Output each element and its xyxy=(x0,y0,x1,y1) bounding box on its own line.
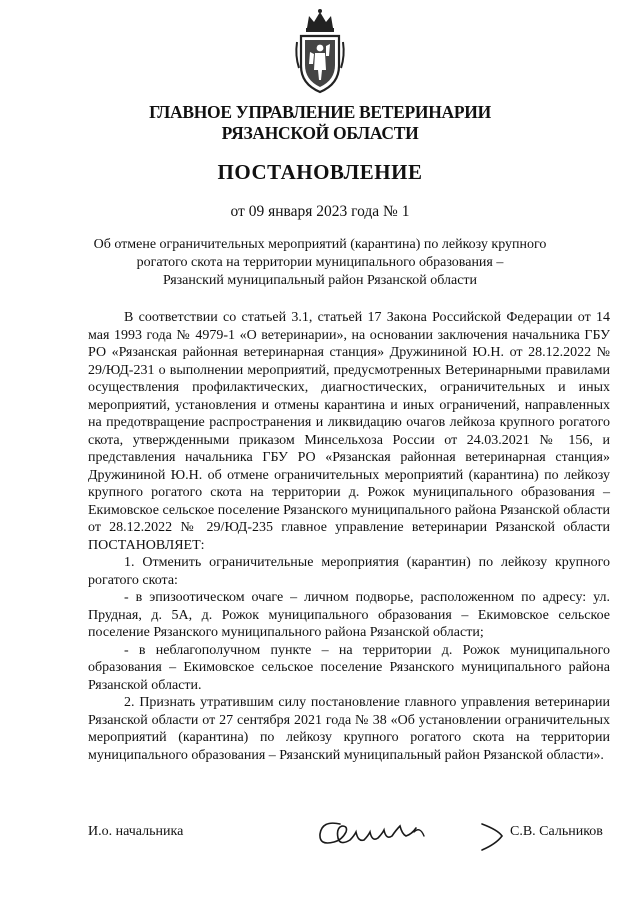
org-line-1: ГЛАВНОЕ УПРАВЛЕНИЕ ВЕТЕРИНАРИИ xyxy=(149,102,491,122)
document-type: ПОСТАНОВЛЕНИЕ xyxy=(217,160,423,184)
subject-line-3: Рязанский муниципальный район Рязанской области xyxy=(162,273,478,288)
signatory-title: И.о. начальника xyxy=(88,824,184,839)
body-paragraph-item-2: 2. Признать утратившим силу постановление главного управления ветеринарии Рязанской области от 27 сентября 2021 года № 38 «Об установлении ограничительных мероприятий (карантина) по лейкозу крупного рогатого скота на территории муниципального образования – Рязанский муниципальный район Рязанской области». xyxy=(88,695,610,763)
org-line-2: РЯЗАНСКОЙ ОБЛАСТИ xyxy=(221,123,419,143)
document-date-number: от 09 января 2023 года № 1 xyxy=(230,203,410,220)
organization-name xyxy=(0,102,640,144)
signature-block xyxy=(0,814,640,854)
subject-line-1: Об отмене ограничительных мероприятий (карантина) по лейкозу крупного xyxy=(93,237,547,252)
document-subject xyxy=(80,236,560,290)
signatory-name: С.В. Сальников xyxy=(510,824,603,839)
document-body xyxy=(88,309,610,764)
subject-line-2: рогатого скота на территории муниципального образования – xyxy=(136,255,504,270)
handwritten-signature-icon xyxy=(302,812,512,856)
body-paragraph-item-1: 1. Отменить ограничительные мероприятия (карантин) по лейкозу крупного рогатого скота: xyxy=(88,555,610,588)
coat-of-arms-icon xyxy=(293,8,347,94)
body-paragraph-item-1-area: - в неблагополучном пункте – на территории д. Рожок муниципального образования – Екимовское сельское поселение Рязанского муниципального района Рязанской области. xyxy=(88,642,610,693)
body-paragraph-preamble: В соответствии со статьей 3.1, статьей 17 Закона Российской Федерации от 14 мая 1993 года № 4979-1 «О ветеринарии», на основании заключения начальника ГБУ РО «Рязанская районная ветеринарная станция» Дружининой Ю.Н. от 28.12.2022 № 29/ЮД-231 о выполнении мероприятий, предусмотренных Ветеринарными правилами осуществления профилактических, диагностических, ограничительных и иных мероприятий, установления и отмены карантина и иных ограничений, направленных на предотвращение распространения и ликвидацию очагов лейкоза крупного рогатого скота, утвержденными приказом Минсельхоза России от 24.03.2021 № 156, и представления начальника ГБУ РО «Рязанская районная ветеринарная станция» Дружининой Ю.Н. об отмене ограничительных мероприятий (карантина) по лейкозу крупного рогатого скота на территории д. Рожок муниципального образования – Екимовское сельское поселение Рязанского муниципального района Рязанской области от 28.12.2022 № 29/ЮД-235 главное управление ветеринарии Рязанской области ПОСТАНОВЛЯЕТ: xyxy=(88,310,610,553)
body-paragraph-item-1-focus: - в эпизоотическом очаге – личном подворье, расположенном по адресу: ул. Прудная, д. 5А, д. Рожок муниципального образования – Екимовское сельское поселение Рязанского муниципального района Рязанской области; xyxy=(88,590,610,640)
